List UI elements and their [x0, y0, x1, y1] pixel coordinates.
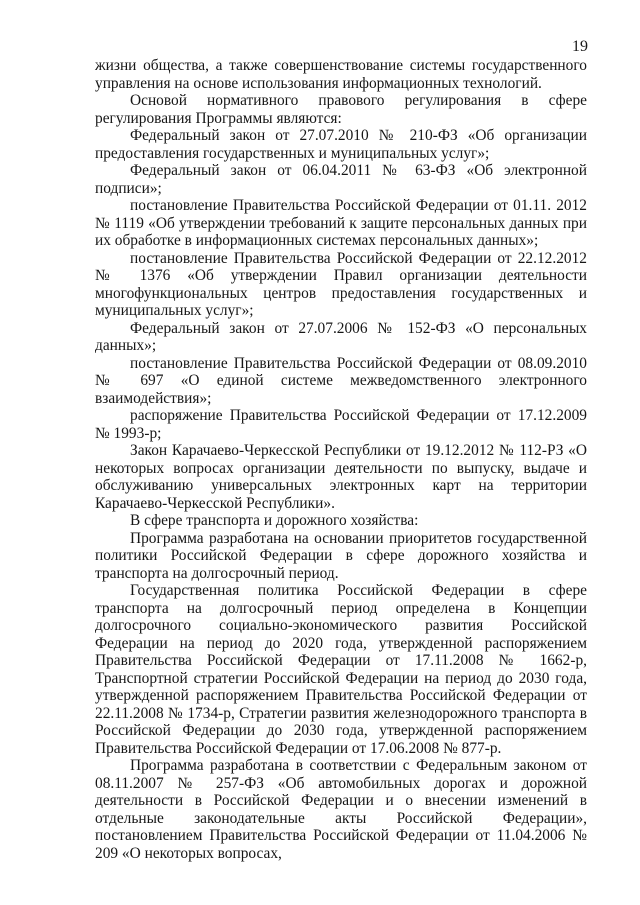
paragraph-law-152: Федеральный закон от 27.07.2006 № 152-ФЗ «О персональных данных»;: [95, 319, 587, 354]
paragraph-program-basis: Программа разработана в соответствии с Федеральным законом от 08.11.2007 № 257-ФЗ «Об автомобильных дорогах и дорожной деятельности в Российской Федерации и о внесении изменений в отдельные законодательные акты Российской Федерации», постановлением Правительства Российской Федерации от 11.04.2006 № 209 «О некоторых вопросах,: [95, 757, 587, 862]
paragraph-kchr-law-112: Закон Карачаево-Черкесской Республики от 19.12.2012 № 112-РЗ «О некоторых вопросах организации деятельности по выпуску, выдаче и обслуживанию универсальных электронных карт на территории Карачаево-Черкесской Республики».: [95, 442, 587, 512]
paragraph-transport-heading: В сфере транспорта и дорожного хозяйства:: [130, 512, 419, 529]
paragraph-order-1993: распоряжение Правительства Российской Федерации от 17.12.2009 № 1993-р;: [95, 407, 587, 442]
paragraph-resolution-1119: постановление Правительства Российской Федерации от 01.11. 2012 № 1119 «Об утверждении требований к защите персональных данных при их обработке в информационных системах персональных данных»;: [95, 197, 587, 249]
page-number: 19: [572, 38, 588, 55]
paragraph-law-210: Федеральный закон от 27.07.2010 № 210-ФЗ «Об организации предоставления государственных и муниципальных услуг»;: [95, 127, 587, 162]
paragraph-law-63: Федеральный закон от 06.04.2011 № 63-ФЗ «Об электронной подписи»;: [95, 162, 587, 197]
paragraph-transport-policy: Государственная политика Российской Федерации в сфере транспорта на долгосрочный период определена в Концепции долгосрочного социально-экономического развития Российской Федерации на период до 2020 года, утвержденной распоряжением Правительства Российской Федерации от 17.11.2008 № 1662-р, Транспортной стратегии Российской Федерации на период до 2030 года, утвержденной распоряжением Правительства Российской Федерации от 22.11.2008 № 1734-р, Стратегии развития железнодорожного транспорта в Российской Федерации до 2030 года, утвержденной распоряжением Правительства Российской Федерации от 17.06.2008 № 877-р.: [95, 582, 587, 757]
document-body: [95, 57, 587, 862]
paragraph-legal-basis-intro: Основой нормативного правового регулирования в сфере регулирования Программы являются:: [95, 92, 587, 127]
paragraph-resolution-1376: постановление Правительства Российской Федерации от 22.12.2012 № 1376 «Об утверждении Правил организации деятельности многофункциональных центров предоставления государственных и муниципальных услуг»;: [95, 249, 587, 319]
paragraph-continuation: жизни общества, а также совершенствование системы государственного управления на основе использования информационных технологий.: [95, 57, 587, 92]
paragraph-resolution-697: постановление Правительства Российской Федерации от 08.09.2010 № 697 «О единой системе межведомственного электронного взаимодействия»;: [95, 354, 587, 407]
paragraph-transport-priorities: Программа разработана на основании приоритетов государственной политики Российской Федерации в сфере дорожного хозяйства и транспорта на долгосрочный период.: [95, 529, 587, 582]
